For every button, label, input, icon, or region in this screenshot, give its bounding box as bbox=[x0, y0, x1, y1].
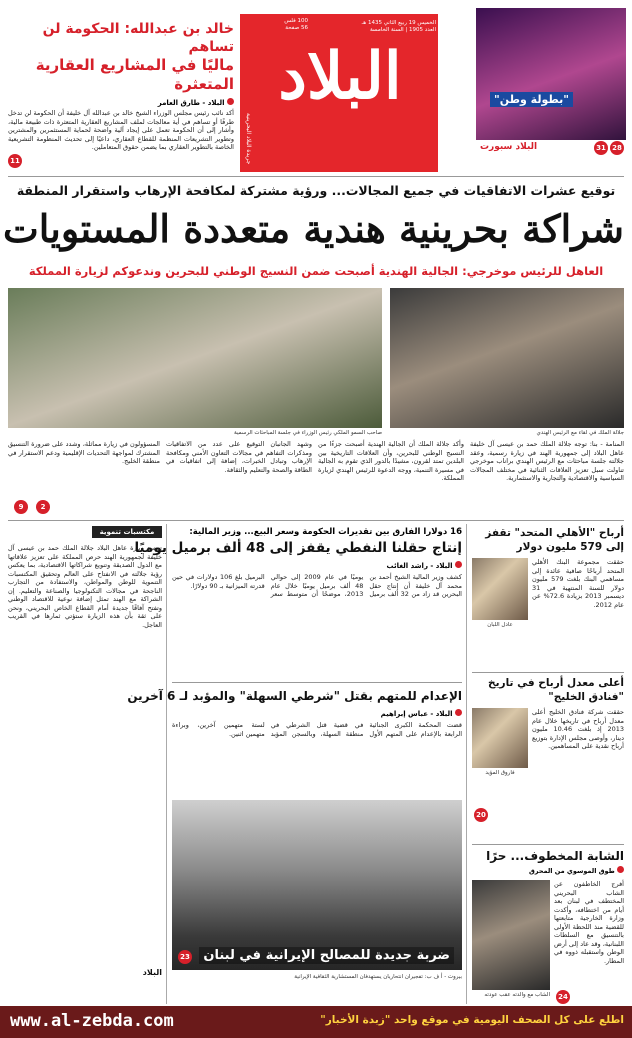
execution-body: قضت المحكمة الكبرى الجنائية الرابعة بالإعدام على المتهم الأول في قضية قتل الشرطي في منطقة السهلة، وبالسجن المؤبد لستة متهمين آخرين، وبراءة متهمين اثنين. bbox=[172, 721, 462, 738]
page-badge: 23 bbox=[178, 950, 192, 964]
opinion-header: مكتسبات تنموية bbox=[92, 526, 162, 538]
opinion-signature: البلاد bbox=[142, 968, 162, 977]
footer-band bbox=[0, 1006, 632, 1038]
byline: طوق الموسوي من المحرق bbox=[528, 867, 615, 875]
oil-kicker: 16 دولارا الفارق بين تقديرات الحكومة وسعر البيع... وزير المالية: bbox=[189, 527, 462, 537]
column-divider bbox=[466, 524, 467, 1004]
page-badge: 28 bbox=[610, 141, 624, 155]
oil-headline: إنتاج حقلنا النفطي يقفز إلى 48 ألف برميل يوميًا bbox=[134, 540, 462, 556]
footer-tagline: اطلع على كل الصحف اليومية في موقع واحد "زبدة الأخبار" bbox=[320, 1014, 624, 1026]
oil-story bbox=[134, 526, 462, 676]
page-badge: 24 bbox=[556, 990, 570, 1004]
top-story-headline-2: ماليًا في المشاريع العقارية المتعثرة bbox=[35, 56, 234, 93]
issue-line2: العدد 1905 | السنة الخامسة bbox=[369, 27, 436, 33]
divider bbox=[8, 520, 624, 521]
caption-right: جلالة الملك في لقاء مع الرئيس الهندي bbox=[536, 430, 624, 436]
execution-story bbox=[127, 686, 462, 794]
price: 100 فلس bbox=[284, 18, 308, 24]
execution-byline bbox=[172, 709, 462, 718]
brief-title-2: إلى 579 مليون دولار bbox=[516, 541, 624, 553]
issue-info bbox=[312, 20, 436, 34]
bullet-dot-icon bbox=[455, 561, 462, 568]
price-box bbox=[246, 18, 308, 32]
shabab-photo bbox=[472, 880, 550, 990]
lebanon-caption: ضربة جديدة للمصالح الإيرانية في لبنان bbox=[199, 947, 454, 964]
footer-site[interactable]: www.al-zebda.com bbox=[10, 1011, 174, 1031]
brief-photo-ahli bbox=[472, 558, 528, 620]
byline: البلاد - طارق العامر bbox=[157, 99, 225, 107]
brief-title-2: "فنادق الخليج" bbox=[548, 691, 624, 703]
byline: البلاد - راشد الغائب bbox=[386, 562, 453, 570]
brief-body: حققت مجموعة البنك الأهلي المتحد أرباحًا صافية عائدة إلى مساهمي البنك بلغت 579 مليون دولار للسنة المنتهية في 31 ديسمبر 2013 بزيادة 72.6% عن عام 2012. bbox=[532, 558, 625, 609]
divider bbox=[172, 682, 462, 683]
brief-body: حققت شركة فنادق الخليج أعلى معدل أرباح في تاريخها خلال عام 2013 إذ بلغت 10.46 مليون دينار، وأوصى مجلس الإدارة بتوزيع أرباح نقدية على المساهمين. bbox=[532, 708, 624, 750]
lebanon-small-caption: بيروت - أ ف ب: تفجيران انتحاريان يستهدفان المستشارية الثقافية الإيرانية bbox=[294, 974, 462, 980]
opinion-body: تجسد زيارة عاهل البلاد جلالة الملك حمد بن عيسى آل خليفة لجمهورية الهند حرص المملكة على تعزيز علاقاتها مع الدول الصديقة وتنويع شراكاتها الاقتصادية، بما يعكس رؤية جلالته في الانفتاح على العالم وتحقيق المكتسبات التنموية للوطن والمواطن، والاستفادة من التجارب الناجحة في مجالات التكنولوجيا والصناعة والتعليم. إن الشراكة مع الهند تمثل إضافة نوعية للاقتصاد الوطني وتفتح آفاقًا جديدة أمام القطاع الخاص البحريني، ونحن على ثقة بأن هذه الزيارة ستؤتي ثمارها في القريب العاجل. bbox=[8, 544, 162, 629]
brief-title-1: أعلى معدل أرباح في تاريخ bbox=[488, 677, 624, 689]
sports-promo-tag: "بطولة وطن" bbox=[490, 92, 573, 107]
page-badge: 2 bbox=[36, 500, 50, 514]
brief-gulf-hotels bbox=[472, 676, 624, 836]
sports-promo-image bbox=[476, 8, 626, 153]
divider bbox=[472, 844, 624, 845]
top-story-body: أكد نائب رئيس مجلس الوزراء الشيخ خالد بن عبدالله آل خليفة أن الحكومة لن تدخل طرفًا أو تساهم في أية معالجات لملف المشاريع العقارية المتعثرة ذات طبيعة مالية، وأشار إلى أن الحكومة تعمل على إيجاد آلية واضحة لحماية المستثمرين والمشترين وتطوير التشريعات المنظمة للقطاع العقاري، داعيًا إلى تحديث المنظومة التشريعية الخاصة بالتطوير العقاري بما يضمن حقوق المتعاملين. bbox=[8, 109, 234, 151]
page-count: 56 صفحة bbox=[285, 25, 308, 31]
masthead-subtitle: جريدة البلاد البحرينية bbox=[245, 112, 252, 164]
page-badge: 31 bbox=[594, 141, 608, 155]
shabab-byline bbox=[472, 866, 624, 875]
page-badge: 9 bbox=[14, 500, 28, 514]
issue-line1: الخميس 19 ربيع الثاني 1435 هـ bbox=[361, 20, 436, 26]
shabab-caption: الشاب مع والدته عقب عودته bbox=[484, 992, 550, 998]
page-badge: 20 bbox=[474, 808, 488, 822]
brief-photo-gulf bbox=[472, 708, 528, 768]
main-headline: شراكة بحرينية هندية متعددة المستويات bbox=[2, 206, 624, 251]
top-story-byline bbox=[8, 98, 234, 107]
brief-title-1: أرباح "الأهلي المتحد" تقفز bbox=[485, 527, 624, 539]
main-kicker: توقيع عشرات الاتفاقيات في جميع المجالات... ورؤية مشتركة لمكافحة الإرهاب واستقرار المنطقة bbox=[16, 183, 616, 198]
shabab-story bbox=[472, 848, 624, 1008]
masthead bbox=[240, 14, 438, 172]
column-divider bbox=[166, 524, 167, 1004]
shabab-body: أفرج الخاطفون عن الشاب البحريني المختطف في لبنان بعد أيام من اختطافه، وأكدت وزارة الخارجية متابعتها للقضية منذ اللحظة الأولى بالتنسيق مع السلطات اللبنانية، وقد عاد إلى أرض الوطن واستقبله ذووه في المطار. bbox=[554, 880, 624, 965]
opinion-column bbox=[8, 526, 162, 1002]
bullet-dot-icon bbox=[617, 866, 624, 873]
main-photo-left bbox=[8, 288, 382, 428]
main-body-col4: المسؤولون في زيارة مماثلة، وشدد على ضرورة التنسيق المشترك لمواجهة التحديات الإقليمية ودعم الاستقرار في منطقة الخليج. bbox=[8, 440, 160, 465]
main-body-col3: وشهد الجانبان التوقيع على عدد من الاتفاقيات ومذكرات التفاهم في مجالات التعاون الأمني ومكافحة الإرهاب وتبادل الخبرات، إضافة إلى اتفاقيات في الطاقة والصحة والتعليم والثقافة. bbox=[166, 440, 312, 474]
byline: البلاد - عباس إبراهيم bbox=[380, 710, 453, 718]
main-body-col1: المنامة - بنا: توجه جلالة الملك حمد بن عيسى آل خليفة عاهل البلاد إلى جمهورية الهند في زيارة رسمية، وعقد جلالته جلسة مباحثات مع الرئيس الهندي براناب موخرجي تناولت سبل تعزيز العلاقات الثنائية في مختلف المجالات السياسية والاقتصادية والتجارية والاستثمارية. bbox=[470, 440, 624, 482]
divider bbox=[8, 176, 624, 177]
caption-left: صاحب السمو الملكي رئيس الوزراء في جلسة المباحثات الرسمية bbox=[234, 430, 382, 436]
divider bbox=[472, 672, 624, 673]
top-story-headline-1: خالد بن عبدالله: الحكومة لن تساهم bbox=[42, 21, 234, 55]
main-subhead: العاهل للرئيس موخرجي: الجالية الهندية أصبحت ضمن النسيج الوطني للبحرين وندعوكم لزيارة المملكة bbox=[28, 264, 604, 278]
execution-headline: الإعدام للمتهم بقتل "شرطي السهلة" والمؤبد لـ 6 آخرين bbox=[127, 689, 462, 703]
oil-byline bbox=[172, 561, 462, 570]
oil-body: كشف وزير المالية الشيخ أحمد بن محمد آل خليفة أن إنتاج حقل البحرين قد زاد من 32 ألف برميل يوميًا في عام 2009 إلى حوالي 48 ألف برميل يوميًا خلال عام 2013، موضحًا أن متوسط سعر البرميل بلغ 106 دولارات في حين قدرته الميزانية بـ 90 دولارًا. bbox=[172, 573, 462, 598]
masthead-logo: البلاد bbox=[278, 39, 402, 114]
bullet-dot-icon bbox=[455, 709, 462, 716]
page-badge: 11 bbox=[8, 154, 22, 168]
top-right-story bbox=[8, 20, 234, 170]
shabab-headline: الشابة المخطوف... حرًا bbox=[486, 849, 624, 863]
brief-caption: فاروق المؤيد bbox=[485, 770, 515, 776]
brief-caption: عادل اللبان bbox=[487, 622, 513, 628]
bullet-dot-icon bbox=[227, 98, 234, 105]
lebanon-photo bbox=[172, 800, 462, 970]
main-body-col2: وأكد جلالة الملك أن الجالية الهندية أصبحت جزءًا من النسيج الوطني للبحرين، وأن العلاقات التاريخية بين البلدين تمتد لقرون، مشيدًا بالدور الذي تقوم به الجالية في مسيرة التنمية، ووجه الدعوة للرئيس الهندي لزيارة المملكة. bbox=[318, 440, 464, 482]
sports-promo-footer bbox=[476, 140, 626, 156]
main-photo-right bbox=[390, 288, 624, 428]
sports-footer-label: البلاد سبورت bbox=[480, 142, 538, 152]
